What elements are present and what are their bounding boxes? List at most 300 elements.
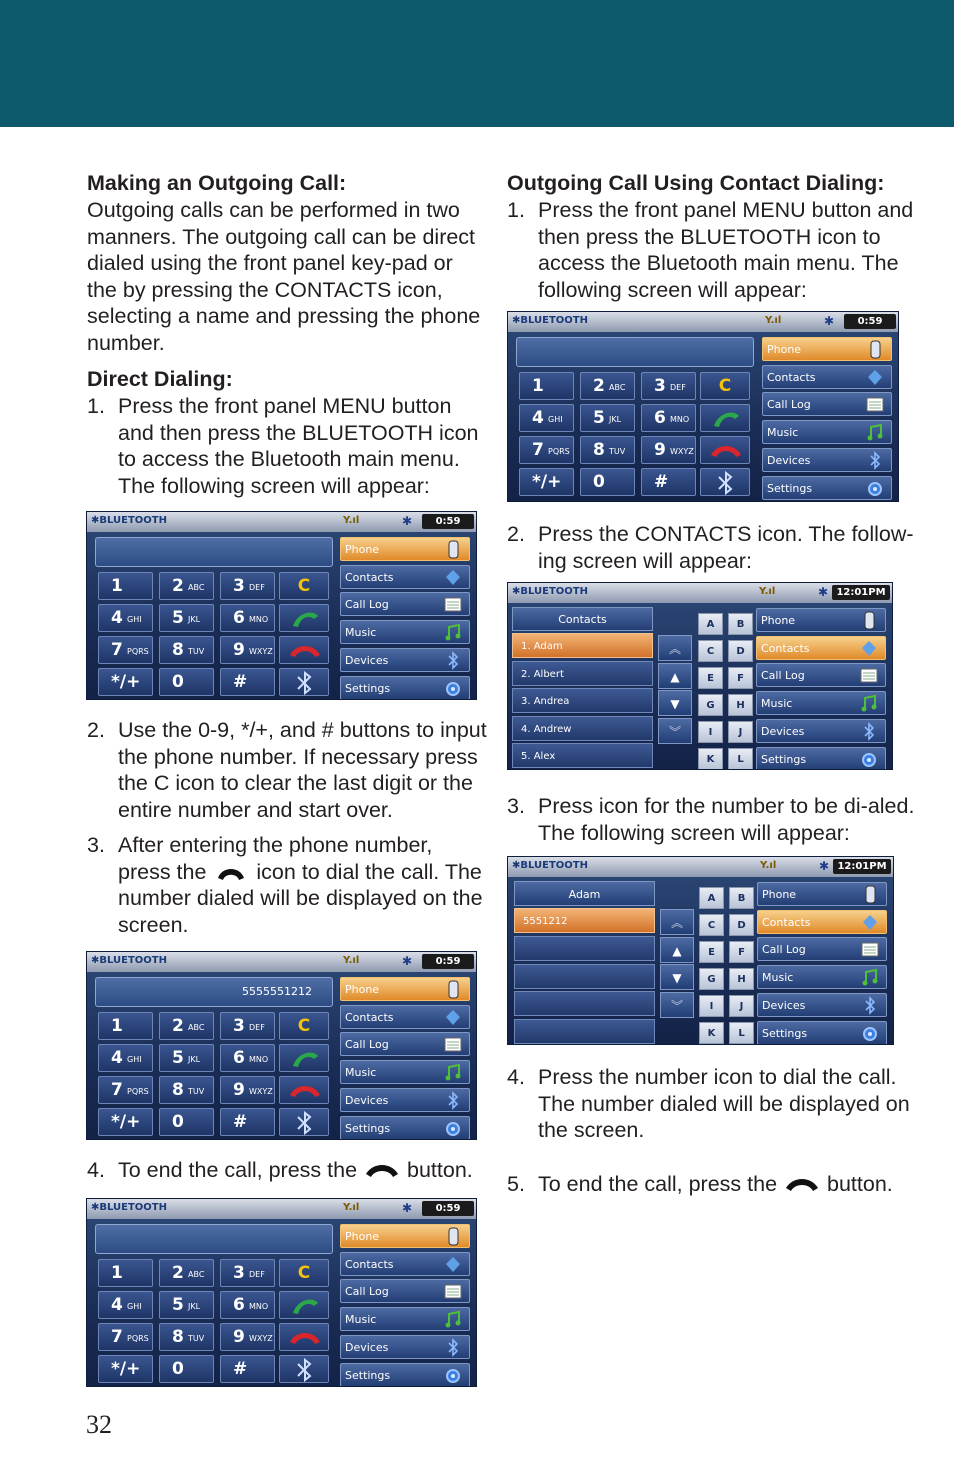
left-step-2: 2. Use the 0-9, */+, and # buttons to input the phone number. If necessary press the C icon to clear the last digit or the entire number and start over.: [87, 718, 487, 822]
clear-label: C: [297, 1016, 311, 1036]
menu-phone-button[interactable]: [756, 608, 886, 632]
key-digit: 3: [233, 1263, 245, 1283]
key-digit: 1: [111, 1263, 123, 1283]
key-digit: 8: [172, 1080, 184, 1100]
end-call-button[interactable]: [279, 1076, 329, 1104]
signal-indicator: Y.ıl: [759, 586, 776, 597]
key-6[interactable]: [220, 604, 275, 632]
key-3[interactable]: [220, 1012, 275, 1040]
menu-label: Settings: [345, 681, 391, 695]
end-call-button[interactable]: [279, 636, 329, 664]
settings-icon: [443, 679, 463, 698]
header-band: [0, 0, 954, 127]
key-5[interactable]: [580, 404, 635, 432]
menu-contacts-button[interactable]: [340, 1005, 470, 1029]
bluetooth-label: ✱BLUETOOTH: [512, 315, 588, 326]
scroll-down-double-button[interactable]: [660, 992, 694, 1018]
audio-transfer-button[interactable]: [279, 1108, 329, 1136]
status-bar: [87, 952, 476, 972]
key-digit: 6: [233, 1048, 245, 1068]
bluetooth-icon: ✱: [402, 954, 413, 968]
menu-label: Settings: [345, 1121, 391, 1135]
key-letters: WXYZ: [249, 647, 273, 656]
menu-label: Devices: [767, 453, 811, 467]
letter-g-button[interactable]: G: [698, 694, 723, 716]
contact-row[interactable]: 3. Andrea: [512, 688, 653, 713]
menu-settings-button[interactable]: [340, 1363, 470, 1387]
menu-label: Settings: [345, 1368, 391, 1382]
signal-indicator: Y.ıl: [343, 955, 360, 966]
key-letters: WXYZ: [249, 1087, 273, 1096]
key-letters: MNO: [249, 1302, 269, 1311]
call-log-icon: [865, 395, 885, 414]
menu-label: Music: [762, 971, 794, 985]
key-9[interactable]: [641, 436, 696, 464]
menu-contacts-button[interactable]: [340, 1252, 470, 1276]
key-2[interactable]: [580, 372, 635, 400]
key-5[interactable]: [159, 604, 214, 632]
key-digit: 8: [172, 1327, 184, 1347]
clear-button[interactable]: [700, 372, 750, 400]
letter-j-button[interactable]: J: [729, 995, 754, 1017]
arrow-up-icon: ▲: [672, 943, 682, 958]
clear-label: C: [297, 576, 311, 596]
key-3[interactable]: [220, 1259, 275, 1287]
right-step-4: 4. Press the number icon to dial the call. The number dialed will be displayed on the screen.: [507, 1065, 910, 1142]
menu-label: Phone: [345, 543, 380, 556]
key-3[interactable]: [220, 572, 275, 600]
key-star-plus[interactable]: [98, 1108, 153, 1136]
key-8[interactable]: [159, 1323, 214, 1351]
menu-settings-button[interactable]: [340, 676, 470, 700]
key-1[interactable]: [519, 372, 574, 400]
call-log-icon: [443, 595, 463, 614]
menu-label: Devices: [761, 724, 805, 738]
menu-contacts-button[interactable]: [340, 565, 470, 589]
key-digit: 4: [111, 1295, 123, 1315]
key-digit: 5: [172, 1048, 184, 1068]
key-4[interactable]: [98, 1044, 153, 1072]
key-digit: */+: [111, 672, 141, 692]
key-letters: WXYZ: [670, 447, 694, 456]
letter-f-button[interactable]: F: [729, 941, 754, 963]
bluetooth-dial-screen-number: [86, 951, 477, 1140]
key-1[interactable]: [98, 572, 153, 600]
key-digit: #: [233, 672, 248, 692]
letter-b-button[interactable]: B: [728, 613, 753, 635]
arrow-down-double-icon: ︾: [668, 724, 681, 739]
letter-c-button[interactable]: C: [698, 640, 723, 662]
letter-b-button[interactable]: B: [729, 887, 754, 909]
letter-k-button[interactable]: K: [699, 1022, 724, 1044]
key-0[interactable]: [159, 1108, 214, 1136]
end-call-button[interactable]: [700, 436, 750, 464]
letter-d-button[interactable]: D: [728, 640, 753, 662]
end-call-icon: [701, 437, 751, 465]
key-letters: GHI: [127, 1055, 142, 1064]
menu-label: Phone: [345, 1230, 380, 1243]
key-hash[interactable]: [220, 668, 275, 696]
scroll-up-double-button[interactable]: [658, 635, 692, 661]
call-icon: [701, 405, 751, 433]
key-star-plus[interactable]: [98, 668, 153, 696]
bluetooth-dial-screen: [86, 511, 477, 700]
key-digit: 0: [172, 1359, 184, 1379]
menu-label: Devices: [345, 1093, 389, 1107]
key-digit: 5: [172, 608, 184, 628]
call-icon: [280, 1045, 330, 1073]
key-6[interactable]: [641, 404, 696, 432]
letter-h-button[interactable]: H: [728, 694, 753, 716]
contacts-icon: [443, 568, 463, 587]
menu-devices-button[interactable]: [757, 993, 887, 1017]
key-digit: 9: [233, 1327, 245, 1347]
call-button[interactable]: [700, 404, 750, 432]
letter-l-button[interactable]: L: [728, 748, 753, 770]
menu-label: Music: [345, 1313, 377, 1327]
making-text: Outgoing calls can be performed in two manners. The outgoing call can be direct dialed using the front panel key-pad or the by pressing the CONTACTS icon, selecting a name and pressing the phone number.: [87, 198, 481, 355]
key-letters: TUV: [188, 647, 205, 656]
key-digit: 7: [111, 1327, 123, 1347]
letter-a-button[interactable]: A: [698, 613, 723, 635]
call-button[interactable]: [279, 1044, 329, 1072]
key-letters: PQRS: [548, 447, 570, 456]
key-8[interactable]: [159, 1076, 214, 1104]
menu-settings-button[interactable]: [340, 1116, 470, 1140]
key-letters: DEF: [670, 383, 686, 392]
letter-h-button[interactable]: H: [729, 968, 754, 990]
menu-label: Call Log: [761, 669, 805, 683]
menu-music-button[interactable]: [340, 1060, 470, 1084]
key-digit: 6: [233, 608, 245, 628]
menu-call-log-button[interactable]: [340, 1032, 470, 1056]
key-7[interactable]: [98, 1076, 153, 1104]
letter-a-button[interactable]: A: [699, 887, 724, 909]
menu-label: Settings: [761, 752, 807, 766]
key-digit: 7: [532, 440, 544, 460]
phone-icon: [443, 540, 463, 559]
contact-detail-screen: [507, 856, 894, 1045]
menu-contacts-button[interactable]: [756, 636, 886, 660]
devices-icon: [859, 722, 879, 741]
making-heading: Making an Outgoing Call:: [87, 171, 347, 195]
bluetooth-icon: ✱: [824, 314, 835, 328]
signal-indicator: Y.ıl: [760, 860, 777, 871]
scroll-up-double-button[interactable]: [660, 909, 694, 935]
menu-label: Call Log: [762, 943, 806, 957]
bluetooth-icon: ✱: [402, 514, 413, 528]
key-digit: 3: [233, 1016, 245, 1036]
menu-contacts-button[interactable]: [762, 365, 892, 389]
key-2[interactable]: [159, 1259, 214, 1287]
left-step-3: 3. After entering the phone number, press the icon to dial the call. The number dialed will be displayed on the screen.: [87, 833, 483, 937]
key-star-plus[interactable]: [98, 1355, 153, 1383]
key-digit: 7: [111, 1080, 123, 1100]
menu-music-button[interactable]: [757, 965, 887, 989]
key-letters: PQRS: [127, 1334, 149, 1343]
key-4[interactable]: [519, 404, 574, 432]
menu-label: Devices: [762, 998, 806, 1012]
key-digit: 1: [532, 376, 544, 396]
arrow-up-double-icon: ︽: [668, 642, 681, 656]
status-bar: [508, 583, 892, 603]
call-button[interactable]: [279, 604, 329, 632]
menu-phone-button[interactable]: [340, 1224, 470, 1248]
call-log-icon: [443, 1035, 463, 1054]
key-letters: ABC: [609, 383, 626, 392]
key-9[interactable]: [220, 1076, 275, 1104]
letter-e-button[interactable]: E: [699, 941, 724, 963]
end-call-icon: [280, 1077, 330, 1105]
key-digit: #: [654, 472, 669, 492]
key-digit: 8: [593, 440, 605, 460]
key-letters: PQRS: [127, 647, 149, 656]
arrow-up-double-icon: ︽: [670, 916, 683, 930]
menu-music-button[interactable]: [340, 620, 470, 644]
contact-row[interactable]: 4. Andrew: [512, 716, 653, 741]
key-letters: WXYZ: [249, 1334, 273, 1343]
clock: 0:59: [422, 514, 474, 529]
scroll-down-button[interactable]: [658, 690, 692, 716]
bluetooth-label: ✱BLUETOOTH: [91, 955, 167, 966]
letter-f-button[interactable]: F: [728, 667, 753, 689]
key-7[interactable]: [98, 1323, 153, 1351]
key-digit: 0: [593, 472, 605, 492]
key-letters: MNO: [249, 1055, 269, 1064]
contacts-icon: [443, 1255, 463, 1274]
key-letters: DEF: [249, 583, 265, 592]
key-digit: #: [233, 1112, 248, 1132]
menu-settings-button[interactable]: [756, 747, 886, 771]
key-digit: */+: [111, 1359, 141, 1379]
menu-call-log-button[interactable]: [762, 392, 892, 416]
letter-j-button[interactable]: J: [728, 721, 753, 743]
menu-label: Music: [767, 426, 799, 440]
menu-devices-button[interactable]: [340, 1335, 470, 1359]
menu-music-button[interactable]: [340, 1307, 470, 1331]
key-star-plus[interactable]: [519, 468, 574, 496]
key-8[interactable]: [159, 636, 214, 664]
menu-call-log-button[interactable]: [340, 1279, 470, 1303]
number-display: [516, 337, 754, 367]
key-0[interactable]: [159, 1355, 214, 1383]
call-log-icon: [443, 1282, 463, 1301]
menu-phone-button[interactable]: [757, 882, 887, 906]
menu-settings-button[interactable]: [757, 1021, 887, 1045]
devices-icon: [443, 651, 463, 670]
number-display: [95, 1224, 333, 1254]
key-9[interactable]: [220, 1323, 275, 1351]
right-step-1: 1. Press the front panel MENU button and then press the BLUETOOTH icon to access the Bluetooth main menu. The following screen will appear:: [507, 198, 914, 302]
letter-g-button[interactable]: G: [699, 968, 724, 990]
key-digit: 8: [172, 640, 184, 660]
key-7[interactable]: [98, 636, 153, 664]
menu-label: Contacts: [345, 1010, 394, 1024]
end-call-button[interactable]: [279, 1323, 329, 1351]
key-digit: 0: [172, 672, 184, 692]
key-7[interactable]: [519, 436, 574, 464]
letter-i-button[interactable]: I: [699, 995, 724, 1017]
contact-row[interactable]: 5. Alex: [512, 743, 653, 768]
key-9[interactable]: [220, 636, 275, 664]
contacts-screen: [507, 582, 893, 770]
key-letters: TUV: [188, 1087, 205, 1096]
key-3[interactable]: [641, 372, 696, 400]
bluetooth-dial-screen-end: [86, 1198, 477, 1387]
menu-devices-button[interactable]: [762, 448, 892, 472]
key-5[interactable]: [159, 1044, 214, 1072]
menu-devices-button[interactable]: [340, 648, 470, 672]
menu-music-button[interactable]: [756, 691, 886, 715]
bluetooth-dial-screen-right: [507, 311, 899, 502]
devices-icon: [443, 1338, 463, 1357]
key-1[interactable]: [98, 1012, 153, 1040]
key-digit: 3: [233, 576, 245, 596]
call-icon: [280, 605, 330, 633]
scroll-up-button[interactable]: [658, 663, 692, 689]
key-hash[interactable]: [220, 1355, 275, 1383]
audio-transfer-icon: [280, 1109, 330, 1137]
menu-contacts-button[interactable]: [757, 910, 887, 934]
menu-music-button[interactable]: [762, 420, 892, 444]
key-letters: GHI: [127, 615, 142, 624]
menu-label: Contacts: [761, 641, 810, 655]
audio-transfer-icon: [280, 669, 330, 697]
audio-transfer-icon: [280, 1356, 330, 1384]
menu-label: Call Log: [345, 1285, 389, 1299]
audio-transfer-button[interactable]: [700, 468, 750, 496]
menu-devices-button[interactable]: [340, 1088, 470, 1112]
contact-row[interactable]: 1. Adam: [512, 633, 653, 658]
scroll-up-button[interactable]: [660, 937, 694, 963]
menu-call-log-button[interactable]: [757, 937, 887, 961]
clock: 0:59: [844, 314, 896, 329]
menu-call-log-button[interactable]: [756, 663, 886, 687]
key-digit: 2: [172, 1263, 184, 1283]
letter-i-button[interactable]: I: [698, 721, 723, 743]
letter-l-button[interactable]: L: [729, 1022, 754, 1044]
devices-icon: [860, 996, 880, 1015]
key-hash[interactable]: [641, 468, 696, 496]
key-letters: JKL: [609, 415, 622, 424]
call-button[interactable]: [279, 1291, 329, 1319]
audio-transfer-button[interactable]: [279, 668, 329, 696]
music-icon: [859, 694, 879, 713]
call-log-icon: [859, 666, 879, 685]
clear-button[interactable]: [279, 1012, 329, 1040]
key-letters: DEF: [249, 1023, 265, 1032]
key-digit: 3: [654, 376, 666, 396]
phone-icon: [860, 885, 880, 904]
menu-settings-button[interactable]: [762, 476, 892, 500]
arrow-down-icon: ▼: [670, 697, 680, 711]
right-step-3: 3. Press icon for the number to be di-aled. The following screen will appear:: [507, 794, 915, 845]
menu-label: Devices: [345, 1340, 389, 1354]
contact-number-button[interactable]: 5551212: [514, 908, 655, 933]
status-bar: [508, 857, 893, 877]
menu-devices-button[interactable]: [756, 719, 886, 743]
key-digit: 2: [593, 376, 605, 396]
bluetooth-label: ✱BLUETOOTH: [91, 515, 167, 526]
key-6[interactable]: [220, 1291, 275, 1319]
key-digit: 9: [233, 640, 245, 660]
key-4[interactable]: [98, 1291, 153, 1319]
key-1[interactable]: [98, 1259, 153, 1287]
menu-phone-button[interactable]: [340, 537, 470, 561]
key-letters: DEF: [249, 1270, 265, 1279]
audio-transfer-button[interactable]: [279, 1355, 329, 1383]
signal-indicator: Y.ıl: [343, 1202, 360, 1213]
audio-transfer-icon: [701, 469, 751, 497]
clear-label: C: [297, 1263, 311, 1283]
letter-c-button[interactable]: C: [699, 914, 724, 936]
menu-label: Phone: [762, 888, 797, 901]
call-icon: [212, 862, 250, 884]
menu-label: Phone: [761, 614, 796, 627]
contacts-icon: [865, 368, 885, 387]
key-5[interactable]: [159, 1291, 214, 1319]
key-letters: PQRS: [127, 1087, 149, 1096]
clear-button[interactable]: [279, 572, 329, 600]
letter-d-button[interactable]: D: [729, 914, 754, 936]
contact-row[interactable]: 2. Albert: [512, 661, 653, 686]
scroll-down-button[interactable]: [660, 964, 694, 990]
key-8[interactable]: [580, 436, 635, 464]
key-0[interactable]: [580, 468, 635, 496]
key-letters: ABC: [188, 1270, 205, 1279]
music-icon: [443, 623, 463, 642]
key-digit: 6: [654, 408, 666, 428]
key-4[interactable]: [98, 604, 153, 632]
key-digit: 4: [111, 608, 123, 628]
clear-button[interactable]: [279, 1259, 329, 1287]
key-digit: 2: [172, 1016, 184, 1036]
call-icon: [280, 1292, 330, 1320]
menu-label: Call Log: [767, 398, 811, 412]
phone-icon: [443, 1227, 463, 1246]
key-letters: JKL: [188, 1302, 201, 1311]
settings-icon: [860, 1024, 880, 1043]
arrow-up-icon: ▲: [670, 669, 680, 684]
menu-phone-button[interactable]: [762, 337, 892, 361]
key-0[interactable]: [159, 668, 214, 696]
key-6[interactable]: [220, 1044, 275, 1072]
scroll-down-double-button[interactable]: [658, 718, 692, 744]
menu-label: Phone: [767, 343, 802, 356]
music-icon: [860, 968, 880, 987]
settings-icon: [443, 1366, 463, 1385]
key-letters: TUV: [188, 1334, 205, 1343]
menu-label: Phone: [345, 983, 380, 996]
contacts-icon: [860, 913, 880, 932]
menu-label: Music: [345, 1066, 377, 1080]
key-letters: JKL: [188, 615, 201, 624]
menu-call-log-button[interactable]: [340, 592, 470, 616]
menu-label: Contacts: [762, 915, 811, 929]
letter-k-button[interactable]: K: [698, 748, 723, 770]
menu-phone-button[interactable]: [340, 977, 470, 1001]
letter-e-button[interactable]: E: [698, 667, 723, 689]
key-digit: #: [233, 1359, 248, 1379]
settings-icon: [859, 750, 879, 769]
key-2[interactable]: [159, 1012, 214, 1040]
call-log-icon: [860, 940, 880, 959]
settings-icon: [443, 1119, 463, 1138]
key-hash[interactable]: [220, 1108, 275, 1136]
key-digit: 7: [111, 640, 123, 660]
key-2[interactable]: [159, 572, 214, 600]
empty-row: [514, 991, 655, 1016]
